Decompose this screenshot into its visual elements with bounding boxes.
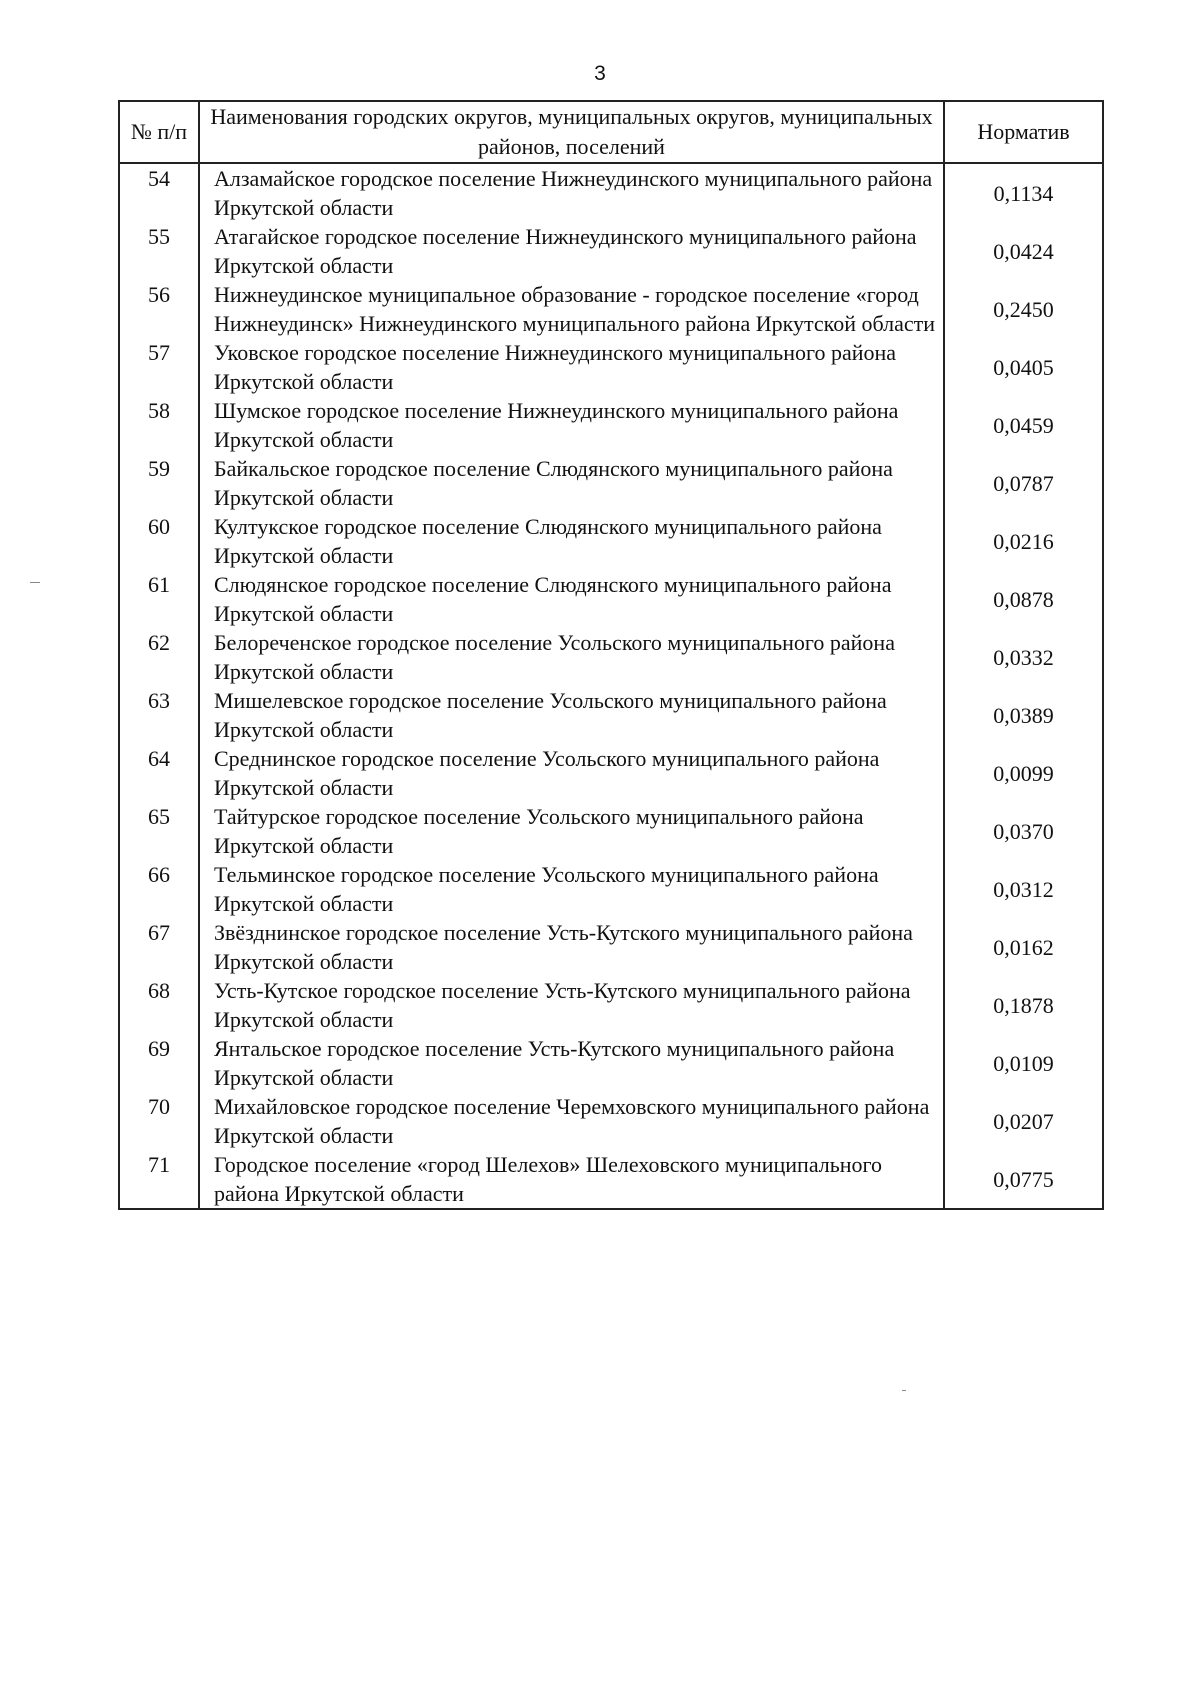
table-row xyxy=(119,628,1103,686)
row-name: Звёзднинское городское поселение Усть-Кутского муниципального района Иркутской области xyxy=(199,918,944,976)
row-number: 66 xyxy=(119,860,199,918)
row-name: Атагайское городское поселение Нижнеудинского муниципального района Иркутской области xyxy=(199,222,944,280)
table-row xyxy=(119,280,1103,338)
row-norm: 0,0405 xyxy=(944,338,1103,396)
row-number: 61 xyxy=(119,570,199,628)
row-number: 60 xyxy=(119,512,199,570)
row-number: 58 xyxy=(119,396,199,454)
row-norm: 0,0370 xyxy=(944,802,1103,860)
row-name: Алзамайское городское поселение Нижнеудинского муниципального района Иркутской области xyxy=(199,163,944,222)
row-norm: 0,0389 xyxy=(944,686,1103,744)
table-row xyxy=(119,570,1103,628)
row-number: 63 xyxy=(119,686,199,744)
page-number: 3 xyxy=(594,62,606,85)
table-row xyxy=(119,163,1103,222)
scan-mark xyxy=(30,582,40,583)
table-row xyxy=(119,454,1103,512)
row-name: Уковское городское поселение Нижнеудинского муниципального района Иркутской области xyxy=(199,338,944,396)
table-row xyxy=(119,918,1103,976)
row-name: Култукское городское поселение Слюдянского муниципального района Иркутской области xyxy=(199,512,944,570)
row-name: Мишелевское городское поселение Усольского муниципального района Иркутской области xyxy=(199,686,944,744)
row-name: Белореченское городское поселение Усольского муниципального района Иркутской области xyxy=(199,628,944,686)
row-number: 56 xyxy=(119,280,199,338)
row-number: 64 xyxy=(119,744,199,802)
header-name: Наименования городских округов, муниципальных округов, муниципальных районов, поселений xyxy=(199,101,944,163)
table-header xyxy=(119,101,1103,163)
row-number: 67 xyxy=(119,918,199,976)
row-name: Михайловское городское поселение Черемховского муниципального района Иркутской области xyxy=(199,1092,944,1150)
row-name: Среднинское городское поселение Усольского муниципального района Иркутской области xyxy=(199,744,944,802)
header-number: № п/п xyxy=(119,101,199,163)
row-number: 68 xyxy=(119,976,199,1034)
table-row xyxy=(119,976,1103,1034)
header-norm: Норматив xyxy=(944,101,1103,163)
norms-table xyxy=(118,100,1104,1210)
row-norm: 0,0332 xyxy=(944,628,1103,686)
row-name: Шумское городское поселение Нижнеудинского муниципального района Иркутской области xyxy=(199,396,944,454)
table-row xyxy=(119,1092,1103,1150)
row-norm: 0,0878 xyxy=(944,570,1103,628)
header-row xyxy=(119,101,1103,163)
row-norm: 0,0775 xyxy=(944,1150,1103,1209)
row-norm: 0,0459 xyxy=(944,396,1103,454)
row-name: Тельминское городское поселение Усольского муниципального района Иркутской области xyxy=(199,860,944,918)
row-number: 62 xyxy=(119,628,199,686)
row-norm: 0,0216 xyxy=(944,512,1103,570)
row-number: 59 xyxy=(119,454,199,512)
row-name: Янтальское городское поселение Усть-Кутского муниципального района Иркутской области xyxy=(199,1034,944,1092)
row-number: 54 xyxy=(119,163,199,222)
row-norm: 0,0787 xyxy=(944,454,1103,512)
row-norm: 0,0099 xyxy=(944,744,1103,802)
row-number: 70 xyxy=(119,1092,199,1150)
row-norm: 0,1134 xyxy=(944,163,1103,222)
row-name: Слюдянское городское поселение Слюдянского муниципального района Иркутской области xyxy=(199,570,944,628)
table-row xyxy=(119,1150,1103,1209)
table-row xyxy=(119,1034,1103,1092)
row-norm: 0,0207 xyxy=(944,1092,1103,1150)
row-number: 69 xyxy=(119,1034,199,1092)
row-norm: 0,1878 xyxy=(944,976,1103,1034)
row-norm: 0,0109 xyxy=(944,1034,1103,1092)
row-norm: 0,0424 xyxy=(944,222,1103,280)
row-number: 71 xyxy=(119,1150,199,1209)
table-row xyxy=(119,222,1103,280)
row-norm: 0,2450 xyxy=(944,280,1103,338)
table-row xyxy=(119,802,1103,860)
table-row xyxy=(119,744,1103,802)
table-row xyxy=(119,860,1103,918)
table-body xyxy=(119,163,1103,1209)
table-row xyxy=(119,512,1103,570)
row-name: Усть-Кутское городское поселение Усть-Кутского муниципального района Иркутской области xyxy=(199,976,944,1034)
row-name: Городское поселение «город Шелехов» Шелеховского муниципального района Иркутской области xyxy=(199,1150,944,1209)
table-row xyxy=(119,686,1103,744)
row-number: 55 xyxy=(119,222,199,280)
row-number: 65 xyxy=(119,802,199,860)
scan-mark xyxy=(902,1390,906,1391)
row-norm: 0,0162 xyxy=(944,918,1103,976)
row-name: Тайтурское городское поселение Усольского муниципального района Иркутской области xyxy=(199,802,944,860)
row-number: 57 xyxy=(119,338,199,396)
row-norm: 0,0312 xyxy=(944,860,1103,918)
row-name: Байкальское городское поселение Слюдянского муниципального района Иркутской области xyxy=(199,454,944,512)
row-name: Нижнеудинское муниципальное образование - городское поселение «город Нижнеудинск» Нижнеудинского муниципального района Иркутской области xyxy=(199,280,944,338)
table-row xyxy=(119,338,1103,396)
table-row xyxy=(119,396,1103,454)
norms-table-container xyxy=(118,100,1102,1210)
